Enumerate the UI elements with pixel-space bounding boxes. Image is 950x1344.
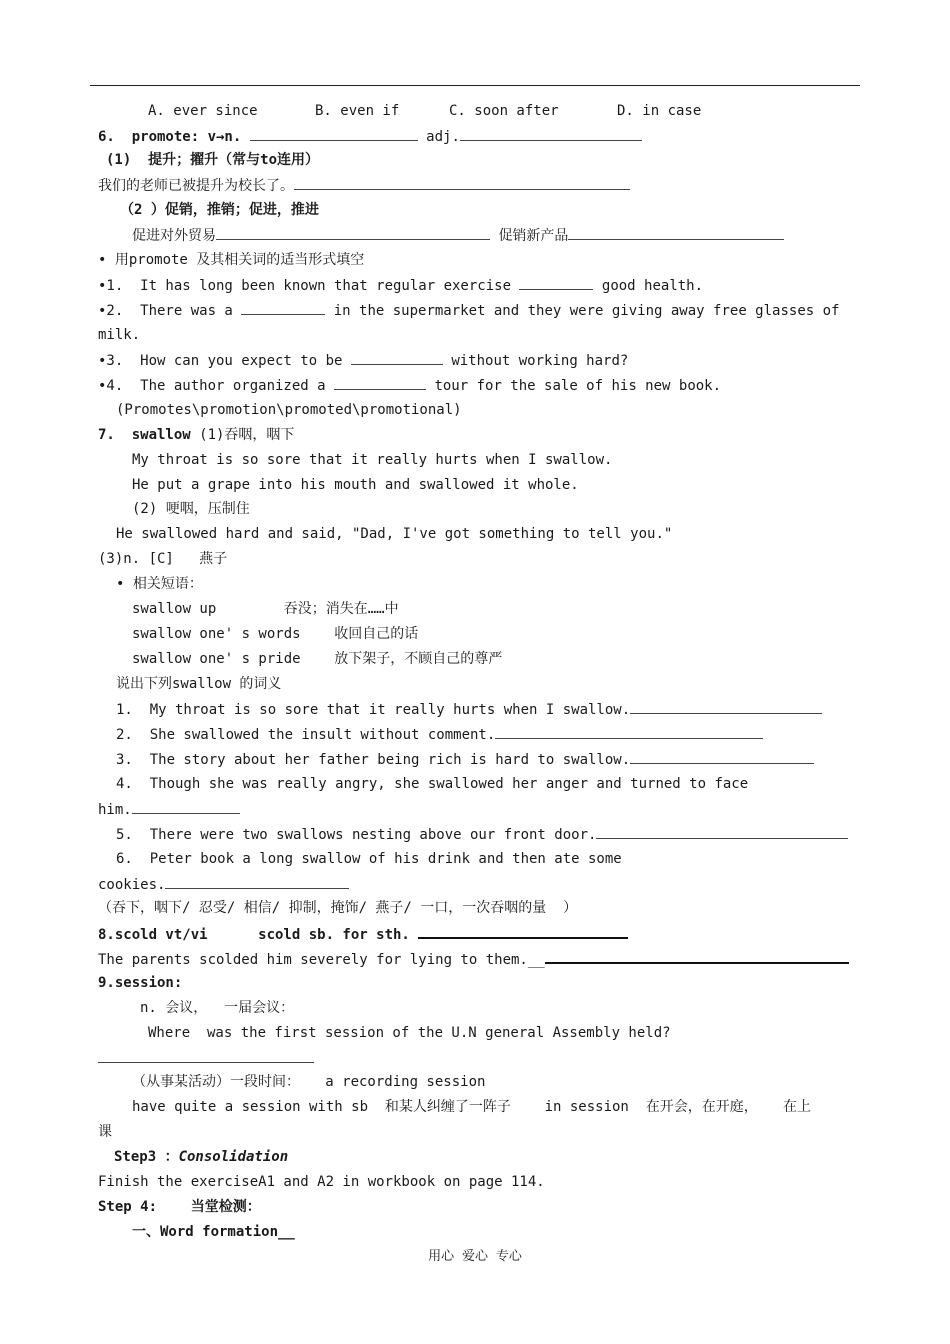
swallow-sense-3: (3)n. [C] 燕子 [98, 551, 228, 567]
option-c: C. soon after [449, 103, 559, 119]
scold-heading-text: 8.scold vt/vi scold sb. for sth. [98, 927, 410, 943]
swallow-heading [98, 425, 294, 445]
promote-heading-text: 6. promote: v→n. [98, 129, 242, 145]
question-1-text: 1. My throat is so sore that it really hurts when I swallow. [116, 702, 631, 718]
option-b: B. even if [315, 103, 400, 119]
question-5-text: 5. There were two swallows nesting above our front door. [116, 827, 597, 843]
answer-blank[interactable] [334, 375, 426, 390]
answer-blank[interactable] [630, 749, 814, 764]
answer-blank[interactable] [98, 1048, 314, 1063]
question-4-cont-text: him. [98, 802, 132, 818]
trade-text: 促进对外贸易 [132, 228, 216, 244]
promote-sense-1: (1) 提升；擢升（常与to连用） [106, 152, 320, 168]
swallow-example-1: My throat is so sore that it really hurts when I swallow. [132, 452, 613, 468]
swallow-phrase-3: swallow one' s pride 放下架子，不顾自己的尊严 [132, 651, 503, 667]
promote-example-1 [98, 175, 630, 196]
step3-label: Step3 ： [114, 1149, 179, 1165]
swallow-task: 说出下列swallow 的词义 [116, 676, 282, 692]
promote-sense-2: （2 ）促销，推销；促进，推进 [120, 202, 319, 218]
sentence-1-end: good health. [601, 278, 704, 294]
sentence-2-start: •2. There was a [98, 303, 233, 319]
scold-heading [98, 923, 628, 945]
step4-subheading: 一、Word formation__ [132, 1224, 295, 1240]
question-6-cont-text: cookies. [98, 877, 166, 893]
scold-example [98, 948, 849, 970]
session-sense-2: （从事某活动）一段时间： a recording session [132, 1074, 486, 1090]
question-3-text: 3. The story about her father being rich is hard to swallow. [116, 752, 631, 768]
session-heading: 9.session: [98, 975, 183, 991]
swallow-question-6: 6. Peter book a long swallow of his drink and then ate some [116, 851, 622, 867]
swallow-question-3 [116, 749, 814, 770]
option-d: D. in case [617, 103, 702, 119]
session-answer-line [98, 1048, 314, 1069]
scold-example-text: The parents scolded him severely for lying to them.__ [98, 952, 545, 968]
swallow-sense-1: (1)吞咽，咽下 [190, 427, 295, 443]
session-sense-1: n. 会议， 一届会议： [140, 1000, 295, 1016]
promote-sentence-3 [98, 350, 628, 371]
answer-blank[interactable] [132, 799, 240, 814]
answer-blank[interactable] [241, 300, 325, 315]
swallow-heading-word: 7. swallow [98, 427, 191, 443]
header-rule [90, 85, 860, 86]
swallow-question-6-cont [98, 874, 349, 895]
swallow-example-2: He put a grape into his mouth and swallowed it whole. [132, 477, 579, 493]
answer-blank[interactable] [596, 824, 848, 839]
adj-label: adj. [426, 129, 460, 145]
promote-example-1-text: 我们的老师已被提升为校长了。 [98, 178, 294, 194]
swallow-example-3: He swallowed hard and said, "Dad, I've got something to tell you." [116, 526, 673, 542]
sentence-4-start: •4. The author organized a [98, 378, 326, 394]
sentence-4-end: tour for the sale of his new book. [434, 378, 722, 394]
page-footer: 用心 爱心 专心 [428, 1249, 522, 1264]
swallow-question-1 [116, 699, 822, 720]
promote-task: • 用promote 及其相关词的适当形式填空 [98, 252, 365, 268]
promote-answer-key: (Promotes\promotion\promoted\promotional) [116, 402, 462, 418]
sentence-1-start: •1. It has long been known that regular exercise [98, 278, 512, 294]
step3-title: Consolidation [178, 1149, 289, 1165]
answer-blank[interactable] [165, 874, 349, 889]
question-2-text: 2. She swallowed the insult without comment. [116, 727, 496, 743]
sentence-3-end: without working hard? [451, 353, 629, 369]
swallow-phrase-1: swallow up 吞没；消失在……中 [132, 601, 399, 617]
swallow-phrase-2: swallow one' s words 收回自己的话 [132, 626, 419, 642]
sentence-2-end: in the supermarket and they were giving away free glasses of [333, 303, 840, 319]
answer-blank[interactable] [545, 948, 849, 964]
promote-sentence-4 [98, 375, 721, 396]
answer-blank[interactable] [630, 699, 822, 714]
promote-sentence-2-cont: milk. [98, 327, 141, 343]
swallow-phrases-title: • 相关短语： [116, 576, 203, 592]
promote-translate-line [132, 225, 784, 246]
product-text: 促销新产品 [498, 228, 569, 244]
promote-heading [98, 126, 642, 147]
swallow-question-4-cont [98, 799, 240, 820]
answer-blank[interactable] [250, 126, 418, 141]
answer-blank[interactable] [351, 350, 443, 365]
answer-blank[interactable] [216, 225, 490, 240]
swallow-sense-2: (2) 哽咽，压制住 [132, 501, 250, 517]
answer-blank[interactable] [495, 724, 763, 739]
session-phrases-cont: 课 [98, 1124, 112, 1140]
step4-heading: Step 4: 当堂检测： [98, 1199, 261, 1215]
swallow-question-4: 4. Though she was really angry, she swallowed her anger and turned to face [116, 776, 749, 792]
answer-blank[interactable] [568, 225, 784, 240]
promote-sentence-2 [98, 300, 839, 321]
answer-blank[interactable] [294, 175, 630, 190]
step3-text: Finish the exerciseA1 and A2 in workbook on page 114. [98, 1174, 545, 1190]
sentence-3-start: •3. How can you expect to be [98, 353, 343, 369]
answer-blank[interactable] [460, 126, 642, 141]
swallow-question-2 [116, 724, 763, 745]
answer-blank[interactable] [418, 923, 628, 939]
answer-blank[interactable] [519, 275, 593, 290]
swallow-answer-key: （吞下，咽下/ 忍受/ 相信/ 抑制，掩饰/ 燕子/ 一口，一次吞咽的量 ） [98, 900, 578, 916]
option-a: A. ever since [148, 103, 258, 119]
step3-heading [114, 1147, 288, 1167]
swallow-question-5 [116, 824, 848, 845]
promote-sentence-1 [98, 275, 703, 296]
session-phrases: have quite a session with sb 和某人纠缠了一阵子 in session 在开会，在开庭， 在上 [132, 1099, 812, 1115]
session-example: Where was the first session of the U.N general Assembly held? [148, 1025, 671, 1041]
